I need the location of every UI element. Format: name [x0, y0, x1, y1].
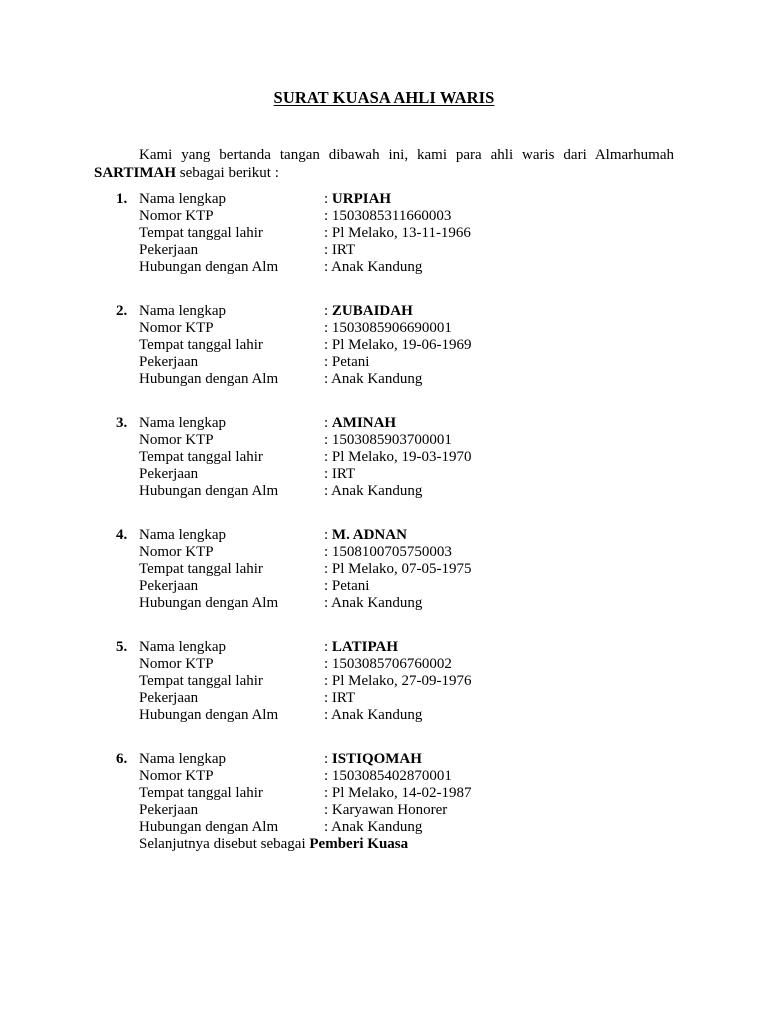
heir-name: ISTIQOMAH — [331, 751, 422, 767]
field-value-ktp — [324, 208, 451, 225]
field-label-name: Nama lengkap — [139, 415, 227, 431]
heir-job-row — [0, 578, 768, 595]
separator: : — [324, 225, 332, 241]
separator: : — [324, 415, 332, 431]
separator: : — [324, 449, 332, 465]
field-label-relation: Hubungan dengan Alm — [139, 707, 279, 723]
heir-birth-row — [0, 561, 768, 578]
field-value-ktp — [324, 768, 452, 785]
heir-relation-row — [0, 595, 768, 612]
heir-entry-5 — [0, 639, 768, 751]
field-label-job: Pekerjaan — [139, 578, 199, 594]
field-label-birth: Tempat tanggal lahir — [139, 785, 263, 801]
field-value-ktp — [324, 656, 452, 673]
field-label-birth: Tempat tanggal lahir — [139, 225, 263, 241]
closing-prefix: Selanjutnya disebut sebagai — [139, 836, 310, 852]
heir-entry-4 — [0, 527, 768, 639]
field-value-relation — [324, 819, 422, 836]
separator: : — [324, 483, 332, 499]
heir-relation-row — [0, 707, 768, 724]
intro-line-1: Kami yang bertanda tangan dibawah ini, kami para ahli waris dari Almarhumah — [139, 147, 674, 163]
field-label-ktp: Nomor KTP — [139, 208, 214, 224]
intro-line-2-rest: sebagai berikut : — [175, 165, 279, 181]
separator: : — [324, 690, 332, 706]
heir-entry-3 — [0, 415, 768, 527]
heir-birth-row — [0, 449, 768, 466]
heir-birth: Pl Melako, 19-06-1969 — [331, 337, 472, 353]
heir-birth-row — [0, 225, 768, 242]
field-label-ktp: Nomor KTP — [139, 656, 214, 672]
heir-relation: Anak Kandung — [331, 819, 423, 835]
document-title: SURAT KUASA AHLI WARIS — [273, 88, 495, 107]
heir-number: 6. — [116, 751, 128, 767]
separator: : — [324, 639, 332, 655]
field-label-name: Nama lengkap — [139, 191, 227, 207]
field-label-job: Pekerjaan — [139, 690, 199, 706]
field-label-ktp: Nomor KTP — [139, 544, 214, 560]
heir-job: IRT — [331, 466, 356, 482]
heir-relation: Anak Kandung — [331, 371, 423, 387]
heir-relation: Anak Kandung — [331, 595, 423, 611]
field-label-job: Pekerjaan — [139, 802, 199, 818]
separator: : — [324, 561, 332, 577]
field-label-birth: Tempat tanggal lahir — [139, 337, 263, 353]
field-value-relation — [324, 483, 422, 500]
heir-ktp: 1508100705750003 — [331, 544, 452, 560]
heir-ktp: 1503085906690001 — [331, 320, 452, 336]
field-value-job — [324, 242, 355, 259]
field-label-name: Nama lengkap — [139, 639, 227, 655]
heir-birth: Pl Melako, 27-09-1976 — [331, 673, 472, 689]
closing-line — [0, 836, 768, 853]
field-value-relation — [324, 707, 422, 724]
separator: : — [324, 673, 332, 689]
field-value-birth — [324, 785, 472, 802]
field-label-job: Pekerjaan — [139, 354, 199, 370]
separator: : — [324, 578, 332, 594]
field-value-name — [324, 303, 413, 320]
heir-entry-1 — [0, 191, 768, 303]
separator: : — [324, 432, 332, 448]
separator: : — [324, 191, 332, 207]
heir-number: 1. — [116, 191, 128, 207]
separator: : — [324, 595, 332, 611]
heir-name-row — [0, 303, 768, 320]
field-value-birth — [324, 449, 472, 466]
separator: : — [324, 259, 332, 275]
heir-list — [0, 191, 768, 863]
heir-ktp-row — [0, 768, 768, 785]
field-value-name — [324, 191, 391, 208]
field-label-relation: Hubungan dengan Alm — [139, 371, 279, 387]
field-value-job — [324, 354, 369, 371]
heir-job-row — [0, 242, 768, 259]
intro-paragraph — [94, 146, 674, 182]
field-value-relation — [324, 259, 422, 276]
separator: : — [324, 303, 332, 319]
field-label-job: Pekerjaan — [139, 466, 199, 482]
heir-job: Petani — [331, 578, 370, 594]
heir-job-row — [0, 466, 768, 483]
heir-relation: Anak Kandung — [331, 259, 423, 275]
closing-text — [139, 836, 408, 853]
separator: : — [324, 785, 332, 801]
field-value-ktp — [324, 544, 452, 561]
separator: : — [324, 208, 332, 224]
heir-name: AMINAH — [331, 415, 397, 431]
field-label-name: Nama lengkap — [139, 751, 227, 767]
closing-bold: Pemberi Kuasa — [309, 836, 409, 852]
field-value-birth — [324, 673, 472, 690]
heir-job: IRT — [331, 690, 356, 706]
field-value-name — [324, 415, 396, 432]
field-label-birth: Tempat tanggal lahir — [139, 449, 263, 465]
deceased-name: SARTIMAH — [94, 165, 176, 181]
heir-name-row — [0, 527, 768, 544]
field-label-birth: Tempat tanggal lahir — [139, 561, 263, 577]
field-label-ktp: Nomor KTP — [139, 432, 214, 448]
field-label-ktp: Nomor KTP — [139, 768, 214, 784]
separator: : — [324, 768, 332, 784]
heir-job: IRT — [331, 242, 356, 258]
heir-name: LATIPAH — [331, 639, 399, 655]
field-value-job — [324, 690, 355, 707]
heir-relation-row — [0, 371, 768, 388]
heir-number: 3. — [116, 415, 128, 431]
heir-number: 2. — [116, 303, 128, 319]
field-label-birth: Tempat tanggal lahir — [139, 673, 263, 689]
heir-relation-row — [0, 819, 768, 836]
heir-relation: Anak Kandung — [331, 483, 423, 499]
field-label-name: Nama lengkap — [139, 527, 227, 543]
heir-birth: Pl Melako, 07-05-1975 — [331, 561, 472, 577]
heir-relation: Anak Kandung — [331, 707, 423, 723]
field-value-birth — [324, 561, 472, 578]
heir-birth-row — [0, 785, 768, 802]
heir-birth-row — [0, 337, 768, 354]
field-label-relation: Hubungan dengan Alm — [139, 819, 279, 835]
field-value-birth — [324, 337, 472, 354]
heir-ktp-row — [0, 208, 768, 225]
field-value-name — [324, 751, 422, 768]
separator: : — [324, 707, 332, 723]
heir-birth: Pl Melako, 14-02-1987 — [331, 785, 472, 801]
heir-birth: Pl Melako, 13-11-1966 — [331, 225, 471, 241]
heir-entry-2 — [0, 303, 768, 415]
heir-ktp: 1503085311660003 — [331, 208, 452, 224]
heir-name-row — [0, 415, 768, 432]
field-value-name — [324, 527, 407, 544]
heir-birth: Pl Melako, 19-03-1970 — [331, 449, 472, 465]
separator: : — [324, 242, 332, 258]
heir-name: ZUBAIDAH — [331, 303, 413, 319]
heir-job-row — [0, 690, 768, 707]
separator: : — [324, 656, 332, 672]
field-value-birth — [324, 225, 471, 242]
separator: : — [324, 544, 332, 560]
heir-job-row — [0, 354, 768, 371]
heir-job: Karyawan Honorer — [331, 802, 448, 818]
heir-ktp: 1503085402870001 — [331, 768, 452, 784]
heir-name: URPIAH — [331, 191, 392, 207]
heir-name-row — [0, 191, 768, 208]
heir-name-row — [0, 639, 768, 656]
heir-relation-row — [0, 483, 768, 500]
heir-relation-row — [0, 259, 768, 276]
heir-name-row — [0, 751, 768, 768]
field-value-name — [324, 639, 398, 656]
field-value-job — [324, 578, 369, 595]
separator: : — [324, 371, 332, 387]
field-label-name: Nama lengkap — [139, 303, 227, 319]
heir-name: M. ADNAN — [331, 527, 407, 543]
intro-line-2 — [94, 165, 279, 181]
heir-job-row — [0, 802, 768, 819]
heir-ktp-row — [0, 656, 768, 673]
heir-birth-row — [0, 673, 768, 690]
separator: : — [324, 337, 332, 353]
field-label-relation: Hubungan dengan Alm — [139, 595, 279, 611]
heir-ktp-row — [0, 432, 768, 449]
heir-entry-6 — [0, 751, 768, 863]
heir-number: 4. — [116, 527, 128, 543]
separator: : — [324, 527, 332, 543]
separator: : — [324, 466, 332, 482]
field-value-relation — [324, 595, 422, 612]
separator: : — [324, 751, 332, 767]
field-value-job — [324, 466, 355, 483]
field-label-relation: Hubungan dengan Alm — [139, 259, 279, 275]
field-label-job: Pekerjaan — [139, 242, 199, 258]
separator: : — [324, 819, 332, 835]
field-value-relation — [324, 371, 422, 388]
heir-number: 5. — [116, 639, 128, 655]
field-value-job — [324, 802, 447, 819]
heir-job: Petani — [331, 354, 370, 370]
field-label-relation: Hubungan dengan Alm — [139, 483, 279, 499]
heir-ktp: 1503085706760002 — [331, 656, 452, 672]
separator: : — [324, 802, 332, 818]
field-value-ktp — [324, 432, 452, 449]
heir-ktp-row — [0, 544, 768, 561]
heir-ktp: 1503085903700001 — [331, 432, 452, 448]
field-label-ktp: Nomor KTP — [139, 320, 214, 336]
field-value-ktp — [324, 320, 452, 337]
separator: : — [324, 320, 332, 336]
heir-ktp-row — [0, 320, 768, 337]
separator: : — [324, 354, 332, 370]
